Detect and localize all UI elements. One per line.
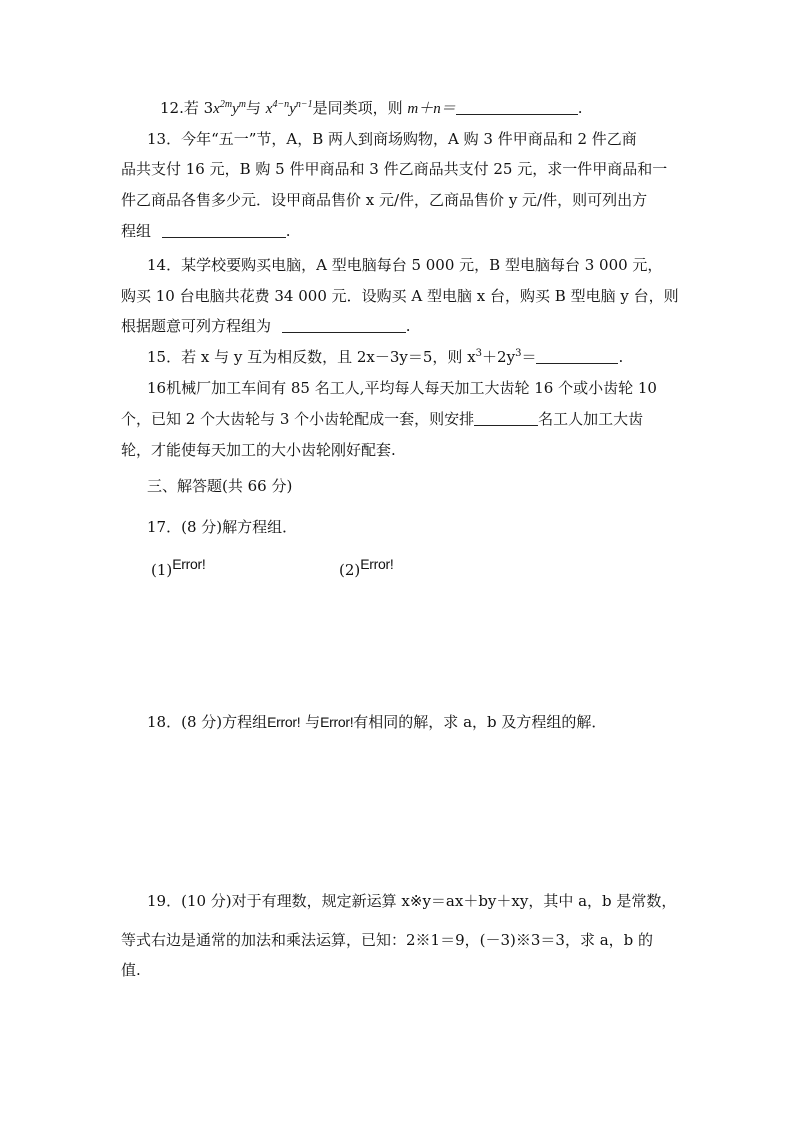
q18-conj: 与 [300,713,321,731]
q16-line-2b: 名工人加工大齿 [538,410,644,428]
q12-term2-exp-x: 4−n [272,99,290,110]
q15-exp-2: 3 [515,348,522,359]
q18-error-2: Error! [320,714,354,730]
q13-answer-blank[interactable] [162,223,286,238]
section-3-heading: 三、解答题(共 66 分) [147,477,293,495]
q17-part-2 [339,556,394,580]
q13-line-1: 13．今年“五一”节，A，B 两人到商场购物，A 购 3 件甲商品和 2 件乙商 [147,130,637,148]
q12-term2-y: y [289,101,296,117]
q12-term2-exp-y: n−1 [295,99,313,110]
q18-suffix: 有相同的解，求 a，b 及方程组的解． [353,713,607,731]
q19-line-1: 19．(10 分)对于有理数，规定新运算 x※y＝ax＋by＋xy，其中 a，b 是常数， [147,892,677,910]
q16-line-2a: 个，已知 2 个大齿轮与 3 个小齿轮配成一套，则安排 [121,410,475,428]
q18-error-1: Error! [267,714,301,730]
q14-line-2: 购买 10 台电脑共花费 34 000 元．设购买 A 型电脑 x 台，购买 B 型电脑 y 台，则 [121,287,679,305]
q12-prefix: 12.若 3 [160,99,214,117]
q15-exp-1: 3 [475,348,483,359]
q19-line-3: 值. [121,961,141,979]
question-15 [147,347,623,367]
q15-answer-blank[interactable] [536,349,618,364]
q12-term1-exp-x: 2m [219,99,233,110]
q12-answer-blank[interactable] [456,100,578,115]
q15-prefix: 15．若 x 与 y 互为相反数，且 2x－3y＝5，则 x [147,348,476,366]
q12-term1-y: y [232,101,239,117]
q15-equals: ＝ [521,348,537,366]
q12-conj: 与 [245,99,266,117]
q12-term1-exp-y: m [238,99,246,110]
q12-term1-x: x [213,101,220,117]
q18-prefix: 18．(8 分)方程组 [147,713,268,731]
q16-line-3: 轮，才能使每天加工的大小齿轮刚好配套. [121,441,396,459]
q17-part-1-error: Error! [172,556,206,572]
q13-line-4 [121,221,291,241]
question-12 [160,98,583,119]
q13-line-2: 品共支付 16 元，B 购 5 件甲商品和 3 件乙商品共支付 25 元，求一件甲商品和一 [121,160,668,178]
q13-end: . [285,222,291,240]
q17-part-1-label: (1) [151,561,173,579]
question-18 [147,712,606,732]
q14-line-1: 14．某学校要购买电脑，A 型电脑每台 5 000 元，B 型电脑每台 3 000 元， [147,256,663,274]
q16-line-1: 16机械厂加工车间有 85 名工人,平均每人每天加工大齿轮 16 个或小齿轮 10 [147,379,657,397]
q17-part-1 [151,556,206,580]
q13-line-3: 件乙商品各售多少元．设甲商品售价 x 元/件，乙商品售价 y 元/件，则可列出方 [121,191,648,209]
q14-line-3-text: 根据题意可列方程组为 [121,317,272,335]
q17-text: 17．(8 分)解方程组． [147,518,298,536]
q12-end: . [577,99,583,117]
q16-line-2 [121,409,643,429]
q15-mid: ＋2y [482,348,516,366]
q16-answer-blank[interactable] [474,411,538,426]
q12-mid: 是同类项，则 [312,99,408,117]
q14-answer-blank[interactable] [282,318,406,333]
q13-line-4-text: 程组 [121,222,152,240]
q15-end: . [618,348,624,366]
q14-line-3 [121,316,411,336]
q12-expression: m＋n＝ [407,101,456,117]
q17-part-2-error: Error! [360,556,394,572]
q17-part-2-label: (2) [339,561,361,579]
q12-term2-x: x [265,101,273,117]
q19-line-2: 等式右边是通常的加法和乘法运算，已知：2※1＝9，(－3)※3＝3，求 a，b 的 [121,931,654,949]
q14-end: . [405,317,411,335]
